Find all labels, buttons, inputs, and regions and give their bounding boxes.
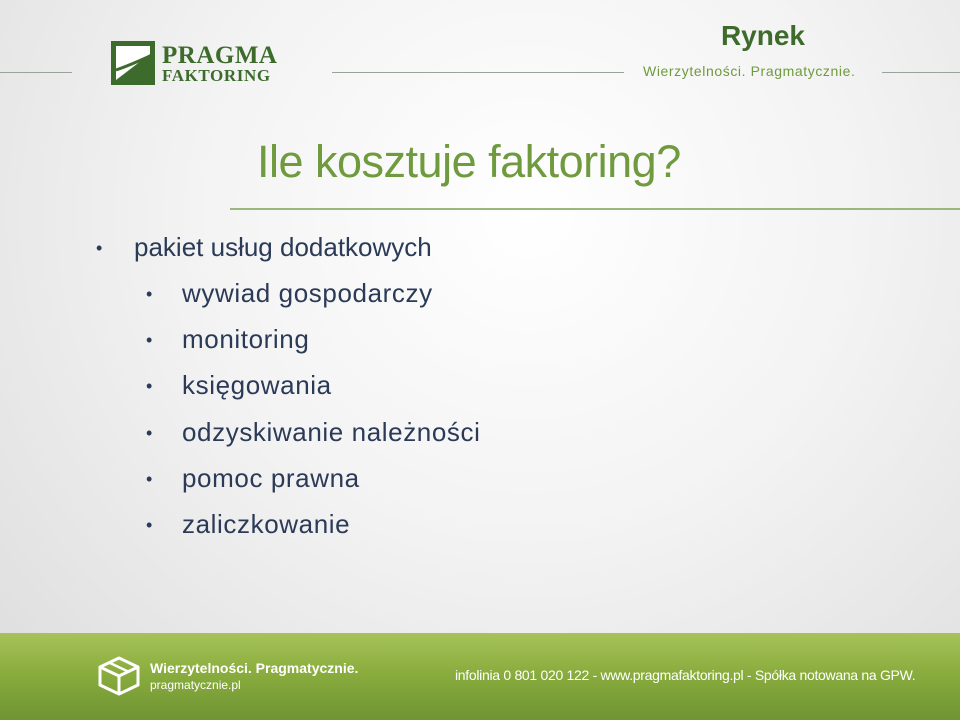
bullet-icon: • bbox=[96, 238, 103, 258]
pragma-logo bbox=[110, 40, 280, 88]
footer-contact-info: infolinia 0 801 020 122 - www.pragmafaktoring.pl - Spółka notowana na GPW. bbox=[455, 667, 916, 683]
bullet-icon: • bbox=[146, 330, 153, 350]
bullet-icon: • bbox=[146, 284, 153, 304]
header-rule-middle bbox=[332, 72, 624, 73]
header-rule-left bbox=[0, 72, 72, 73]
cube-box-icon bbox=[97, 655, 141, 697]
logo-text-faktoring: FAKTORING bbox=[162, 66, 271, 85]
bullet-icon: • bbox=[146, 515, 153, 535]
footer-brand-slogan: Wierzytelności. Pragmatycznie. bbox=[150, 660, 359, 676]
bullet-text: odzyskiwanie należności bbox=[182, 417, 481, 447]
bullet-text: pomoc prawna bbox=[182, 463, 360, 493]
bullet-icon: • bbox=[146, 469, 153, 489]
bullet-icon: • bbox=[146, 423, 153, 443]
logo-text-pragma: PRAGMA bbox=[162, 42, 278, 69]
bullet-text: księgowania bbox=[182, 370, 332, 400]
pragma-logo-mark-icon bbox=[110, 40, 156, 86]
footer-bar bbox=[0, 633, 960, 720]
bullet-text: monitoring bbox=[182, 324, 310, 354]
slide-title: Ile kosztuje faktoring? bbox=[257, 136, 681, 187]
header-rule-right bbox=[882, 72, 960, 73]
title-underline bbox=[230, 208, 960, 210]
bullet-icon: • bbox=[146, 376, 153, 396]
bullet-text: pakiet usług dodatkowych bbox=[134, 232, 432, 262]
header-tagline: Wierzytelności. Pragmatycznie. bbox=[643, 63, 856, 79]
bullet-text: wywiad gospodarczy bbox=[182, 278, 433, 308]
section-label: Rynek bbox=[720, 20, 805, 51]
bullet-text: zaliczkowanie bbox=[182, 509, 351, 539]
footer-brand-website[interactable]: pragmatycznie.pl bbox=[150, 678, 241, 692]
